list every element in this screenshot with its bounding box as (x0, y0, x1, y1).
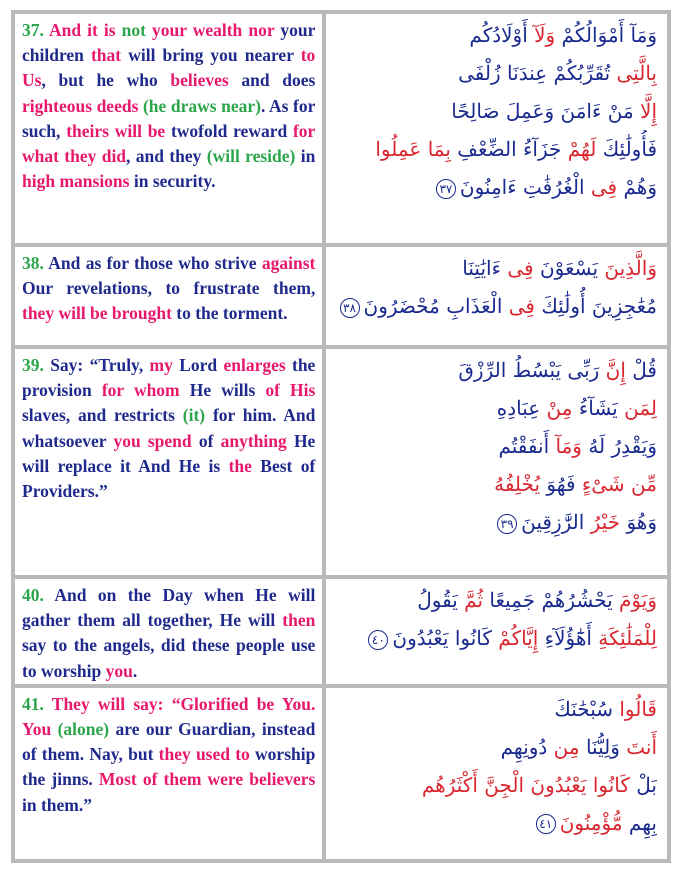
translation-segment: believes (170, 70, 229, 91)
translation-segment: righteous deeds (22, 95, 139, 116)
arabic-line (336, 389, 657, 427)
translation-segment: anything (220, 430, 287, 451)
arabic-word-group: عِبَادِهِ (496, 396, 547, 420)
translation-segment: then (282, 610, 316, 631)
translation-segment: (he draws near) (142, 95, 261, 116)
arabic-word-group: يَشَآءُ (572, 396, 625, 420)
translation-segment: in (295, 146, 316, 167)
translation-segment: He will replace it And He is (22, 430, 316, 476)
english-translation-cell (15, 14, 322, 243)
translation-segment: you (105, 660, 133, 681)
translation-segment: (alone) (57, 719, 110, 740)
arabic-word-group: إِيَّاكُمْ (498, 626, 539, 650)
arabic-line (336, 465, 657, 503)
translation-segment: , but he who (41, 70, 171, 91)
arabic-word-group: مُعَٰجِزِينَ أُولَٰئِكَ (534, 294, 657, 318)
arabic-text-cell (326, 349, 667, 575)
translation-segment: . (132, 660, 138, 681)
arabic-word-group: لِمَن (624, 396, 657, 420)
arabic-word-group: يَحْشُرُهُمْ جَمِيعًا (483, 588, 620, 612)
translation-segment: And it is (43, 20, 122, 40)
arabic-word-group: بِمَا عَمِلُوا (375, 137, 451, 161)
verse-number: 38. (22, 253, 44, 273)
arabic-word-group: مِّن شَىْءٍ (581, 472, 657, 496)
arabic-word-group: إِلَّا (640, 99, 657, 123)
english-translation-cell (15, 688, 322, 859)
arabic-word-group: ءَايَٰتِنَا (462, 256, 508, 280)
translation-segment: (will reside) (206, 146, 296, 167)
arabic-word-group: بَلْ (636, 772, 657, 797)
english-translation (22, 18, 315, 194)
english-translation-cell (15, 349, 322, 575)
translation-segment: for him. And whatsoever (22, 405, 316, 451)
arabic-line (336, 503, 657, 541)
arabic-word-group: وَيَقْدِرُ لَهُ (581, 434, 657, 458)
translation-segment: say to the angels, did these people use to worship (22, 635, 316, 681)
translation-segment: of (191, 430, 221, 451)
verse-end-marker: ٤١ (536, 814, 556, 834)
arabic-word-group: مِن (553, 734, 580, 759)
arabic-line (336, 249, 657, 287)
arabic-text-cell (326, 247, 667, 345)
arabic-word-group: بِالَّتِى (616, 61, 657, 85)
arabic-word-group: مِنْ (546, 396, 573, 420)
arabic-text-cell (326, 14, 667, 243)
arabic-word-group: رَبِّى يَبْسُطُ الرِّزْقَ (458, 358, 606, 382)
verse-end-marker: ٣٧ (436, 179, 456, 199)
translation-segment: worship the jinns. (22, 744, 316, 790)
arabic-line (336, 16, 657, 54)
translation-segment: slaves, and restricts (22, 405, 183, 426)
arabic-word-group: الرَّٰزِقِينَ (521, 510, 591, 534)
arabic-word-group: وَهُوَ (620, 510, 657, 534)
arabic-word-group: أَهَٰٓؤُلَآءِ (538, 626, 599, 650)
translation-segment: high mansions (22, 171, 130, 192)
arabic-word-group: وَمَآ أَمْوَالُكُمْ (555, 23, 657, 47)
arabic-word-group: يَقُولُ (417, 588, 465, 612)
arabic-word-group: مُّؤْمِنُونَ (559, 810, 623, 835)
verse-number: 41. (22, 693, 44, 714)
arabic-word-group: مَنْ ءَامَنَ وَعَمِلَ صَالِحًا (451, 99, 641, 123)
arabic-word-group: تُقَرِّبُكُمْ عِندَنَا زُلْفَى (458, 61, 617, 85)
arabic-word-group: قَالُوا (619, 696, 657, 721)
translation-segment: that (90, 45, 122, 66)
translation-segment: the provision (22, 355, 316, 401)
arabic-word-group: فَهُوَ (540, 472, 582, 496)
arabic-word-group: كَانُوا يَعْبُدُونَ (392, 626, 499, 650)
verse-table (11, 10, 671, 863)
translation-segment: the (228, 455, 252, 476)
arabic-line (336, 168, 657, 206)
translation-segment: you spend (113, 430, 192, 451)
arabic-word-group: سُبْحَٰنَكَ (554, 696, 620, 721)
translation-segment: in security. (129, 171, 216, 192)
translation-segment: are our Guardian, instead of them. Nay, but (22, 719, 316, 765)
arabic-word-group: قُلْ (625, 358, 657, 382)
verse-row (15, 349, 667, 575)
arabic-word-group: لِلْمَلَٰئِكَةِ (598, 626, 657, 650)
translation-segment: enlarges (223, 355, 286, 375)
verse-end-marker: ٤٠ (368, 630, 388, 650)
translation-segment: for what they did (22, 120, 316, 167)
arabic-word-group: ثُمَّ (464, 588, 484, 612)
arabic-word-group: لَهُمْ (567, 137, 597, 161)
translation-segment: And on the Day when He will gather them all together, He will (22, 585, 316, 631)
translation-segment: He wills (179, 380, 266, 401)
arabic-word-group: أَنفَقْتُم (498, 434, 556, 458)
translation-segment: Most of them were believers (98, 769, 316, 790)
translation-segment: twofold reward (165, 120, 293, 141)
arabic-word-group: أَوْلَادُكُم (469, 23, 535, 47)
translation-segment: (it) (182, 405, 206, 426)
arabic-word-group: الْعَذَابِ مُحْضَرُونَ (363, 294, 509, 318)
verse-end-marker: ٣٨ (340, 298, 360, 318)
translation-segment: theirs will be (66, 120, 166, 141)
translation-segment: your children (22, 20, 316, 66)
english-translation (22, 251, 315, 327)
translation-segment: they will be brought (22, 303, 172, 324)
arabic-line (336, 728, 657, 766)
arabic-word-group: فَأُولَٰئِكَ (596, 137, 657, 161)
arabic-text-cell (326, 579, 667, 684)
arabic-line (336, 427, 657, 465)
english-translation (22, 583, 315, 684)
translation-segment: , and they (126, 146, 207, 167)
translation-segment: Say: “Truly, (43, 355, 150, 375)
arabic-line (336, 92, 657, 130)
arabic-line (336, 804, 657, 842)
english-translation (22, 692, 315, 818)
translation-segment: in them.” (22, 794, 92, 815)
translation-segment: my (149, 355, 173, 375)
english-translation (22, 353, 315, 504)
translation-segment: You (22, 719, 52, 740)
arabic-line (336, 287, 657, 325)
verse-number: 37. (22, 20, 44, 40)
arabic-word-group: فِى (590, 175, 618, 199)
translation-segment: for whom (101, 380, 180, 401)
translation-segment: against (261, 253, 316, 273)
translation-segment: and does (228, 70, 316, 91)
arabic-word-group: فِى (507, 256, 534, 280)
arabic-text-cell (326, 688, 667, 859)
arabic-word-group: دُونِهِم (500, 734, 554, 759)
translation-segment: to the torment. (171, 303, 288, 324)
arabic-word-group: وَلَآ (534, 23, 556, 47)
arabic-word-group: وَالَّذِينَ (604, 256, 657, 280)
arabic-line (336, 130, 657, 168)
arabic-word-group: أَنتَ (626, 734, 657, 759)
arabic-line (336, 351, 657, 389)
arabic-line (336, 581, 657, 619)
english-translation-cell (15, 579, 322, 684)
arabic-word-group: الْغُرُفَٰتِ ءَامِنُونَ (459, 175, 591, 199)
arabic-line (336, 619, 657, 657)
arabic-word-group: جَزَآءُ الضِّعْفِ (450, 137, 568, 161)
verse-number: 39. (22, 355, 44, 375)
arabic-word-group: فِى (508, 294, 535, 318)
arabic-word-group: إِنَّ (605, 358, 626, 382)
arabic-word-group: وَلِيُّنَا (579, 734, 627, 759)
arabic-line (336, 690, 657, 728)
translation-segment: nor (248, 20, 275, 40)
translation-segment: Lord (172, 355, 224, 375)
translation-segment: of His (265, 380, 316, 401)
translation-segment: will bring you nearer (121, 45, 301, 66)
translation-segment: . As for such, (22, 95, 316, 141)
verse-end-marker: ٣٩ (497, 514, 517, 534)
arabic-word-group: خَيْرُ (590, 510, 621, 534)
arabic-word-group: أَكْثَرُهُم (421, 772, 478, 797)
translation-segment: not (121, 20, 146, 40)
arabic-word-group: يُخْلِفُهُ (494, 472, 541, 496)
translation-segment: They will say: “Glorified be You. (43, 693, 316, 714)
arabic-word-group: وَيَوْمَ (619, 588, 657, 612)
translation-segment: to Us (22, 45, 316, 91)
translation-segment: Our revelations, to frustrate them, (22, 278, 316, 299)
arabic-line (336, 54, 657, 92)
arabic-word-group: يَسْعَوْنَ (533, 256, 605, 280)
arabic-word-group: بِهِم (622, 810, 657, 835)
english-translation-cell (15, 247, 322, 345)
verse-row (15, 247, 667, 345)
verse-row (15, 579, 667, 684)
verse-number: 40. (22, 585, 44, 605)
translation-segment: And as for those who strive (43, 253, 262, 273)
arabic-line (336, 766, 657, 804)
verse-row (15, 14, 667, 243)
arabic-word-group: كَانُوا يَعْبُدُونَ الْجِنَّ (477, 772, 637, 797)
arabic-word-group: وَهُمْ (617, 175, 657, 199)
verse-row (15, 688, 667, 859)
translation-segment: your wealth (145, 20, 249, 40)
arabic-word-group: وَمَآ (555, 434, 582, 458)
translation-segment: they used to (158, 744, 250, 765)
translation-segment: Best of Providers.” (22, 455, 316, 502)
